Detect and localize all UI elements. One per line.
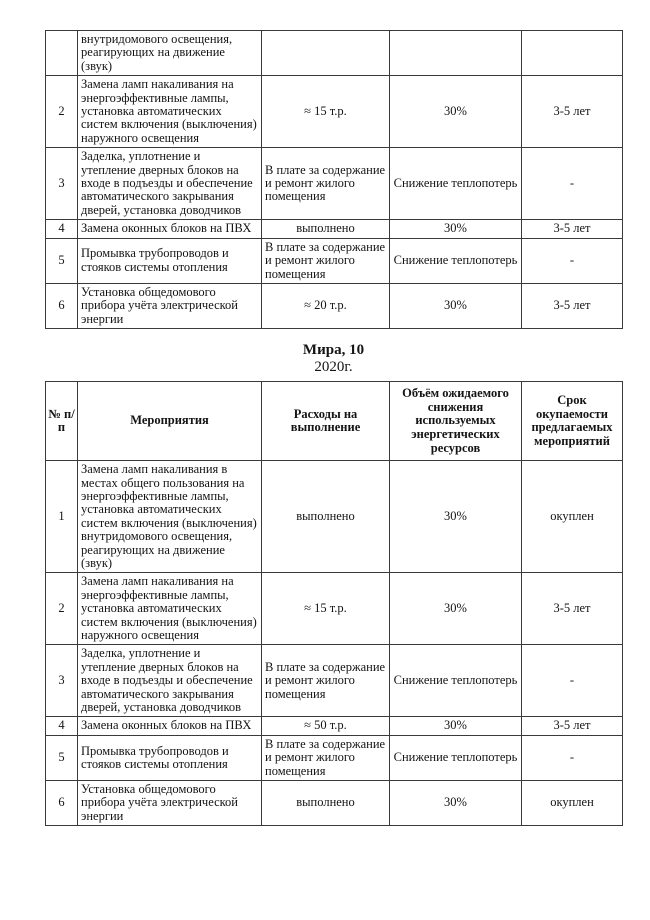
measure-cell: Замена ламп накаливания в местах общего пользования на энергоэффективные лампы, установка автоматических систем включения (выключения) внутридомового освещения, реагирующих на движение (звук) <box>78 461 262 573</box>
continued-measures-table <box>45 30 623 329</box>
measures-table-2020 <box>45 381 623 826</box>
header-reduction: Объём ожидаемого снижения используемых энергетических ресурсов <box>390 382 522 461</box>
row-number-cell: 6 <box>46 781 78 826</box>
table-row <box>46 148 623 220</box>
payback-cell: 3-5 лет <box>522 573 623 645</box>
payback-cell: окуплен <box>522 461 623 573</box>
measure-cell: Замена оконных блоков на ПВХ <box>78 717 262 735</box>
payback-cell: - <box>522 148 623 220</box>
row-number-cell: 1 <box>46 461 78 573</box>
table-row <box>46 573 623 645</box>
measure-cell: Замена ламп накаливания на энергоэффективные лампы, установка автоматических систем включения (выключения) наружного освещения <box>78 76 262 148</box>
cost-cell: ≈ 50 т.р. <box>262 717 390 735</box>
row-number-cell: 2 <box>46 573 78 645</box>
reduction-cell: 30% <box>390 717 522 735</box>
cost-cell <box>262 31 390 76</box>
header-cost: Расходы на выполнение <box>262 382 390 461</box>
payback-cell <box>522 31 623 76</box>
payback-cell: 3-5 лет <box>522 220 623 238</box>
table-row <box>46 461 623 573</box>
measure-cell: Замена ламп накаливания на энергоэффективные лампы, установка автоматических систем включения (выключения) наружного освещения <box>78 573 262 645</box>
row-number-cell: 6 <box>46 283 78 328</box>
cost-cell: выполнено <box>262 461 390 573</box>
table-row <box>46 735 623 780</box>
table-row <box>46 31 623 76</box>
header-payback: Срок окупаемости предлагаемых мероприятий <box>522 382 623 461</box>
measure-cell: Промывка трубопроводов и стояков системы отопления <box>78 735 262 780</box>
table-row <box>46 717 623 735</box>
table-row <box>46 76 623 148</box>
row-number-cell: 4 <box>46 220 78 238</box>
cost-cell: В плате за содержание и ремонт жилого помещения <box>262 238 390 283</box>
payback-cell: - <box>522 645 623 717</box>
payback-cell: 3-5 лет <box>522 76 623 148</box>
header-measures: Мероприятия <box>78 382 262 461</box>
row-number-cell: 3 <box>46 148 78 220</box>
cost-cell: ≈ 20 т.р. <box>262 283 390 328</box>
reduction-cell: 30% <box>390 220 522 238</box>
row-number-cell: 2 <box>46 76 78 148</box>
measure-cell: Установка общедомового прибора учёта электрической энергии <box>78 781 262 826</box>
row-number-cell: 3 <box>46 645 78 717</box>
measure-cell: Установка общедомового прибора учёта электрической энергии <box>78 283 262 328</box>
reduction-cell: Снижение теплопотерь <box>390 735 522 780</box>
table-row <box>46 220 623 238</box>
reduction-cell: Снижение теплопотерь <box>390 148 522 220</box>
reduction-cell: Снижение теплопотерь <box>390 238 522 283</box>
measure-cell: Заделка, уплотнение и утепление дверных блоков на входе в подъезды и обеспечение автоматического закрывания дверей, установка доводчиков <box>78 148 262 220</box>
table-row <box>46 283 623 328</box>
row-number-cell <box>46 31 78 76</box>
table-row <box>46 238 623 283</box>
cost-cell: В плате за содержание и ремонт жилого помещения <box>262 735 390 780</box>
reduction-cell: 30% <box>390 76 522 148</box>
cost-cell: выполнено <box>262 220 390 238</box>
payback-cell: окуплен <box>522 781 623 826</box>
table-header-row <box>46 382 623 461</box>
reduction-cell <box>390 31 522 76</box>
table-row <box>46 781 623 826</box>
address-heading: Мира, 10 <box>302 342 365 359</box>
reduction-cell: 30% <box>390 461 522 573</box>
cost-cell: выполнено <box>262 781 390 826</box>
reduction-cell: 30% <box>390 573 522 645</box>
cost-cell: ≈ 15 т.р. <box>262 573 390 645</box>
row-number-cell: 4 <box>46 717 78 735</box>
cost-cell: ≈ 15 т.р. <box>262 76 390 148</box>
cost-cell: В плате за содержание и ремонт жилого помещения <box>262 148 390 220</box>
year-subheading: 2020г. <box>314 359 353 376</box>
measure-cell: Промывка трубопроводов и стояков системы отопления <box>78 238 262 283</box>
payback-cell: 3-5 лет <box>522 717 623 735</box>
table-row <box>46 645 623 717</box>
row-number-cell: 5 <box>46 238 78 283</box>
payback-cell: - <box>522 735 623 780</box>
measure-cell: внутридомового освещения, реагирующих на движение (звук) <box>78 31 262 76</box>
row-number-cell: 5 <box>46 735 78 780</box>
payback-cell: - <box>522 238 623 283</box>
cost-cell: В плате за содержание и ремонт жилого помещения <box>262 645 390 717</box>
reduction-cell: Снижение теплопотерь <box>390 645 522 717</box>
payback-cell: 3-5 лет <box>522 283 623 328</box>
measure-cell: Замена оконных блоков на ПВХ <box>78 220 262 238</box>
reduction-cell: 30% <box>390 283 522 328</box>
measure-cell: Заделка, уплотнение и утепление дверных блоков на входе в подъезды и обеспечение автоматического закрывания дверей, установка доводчиков <box>78 645 262 717</box>
header-row-number: № п/п <box>46 382 78 461</box>
reduction-cell: 30% <box>390 781 522 826</box>
